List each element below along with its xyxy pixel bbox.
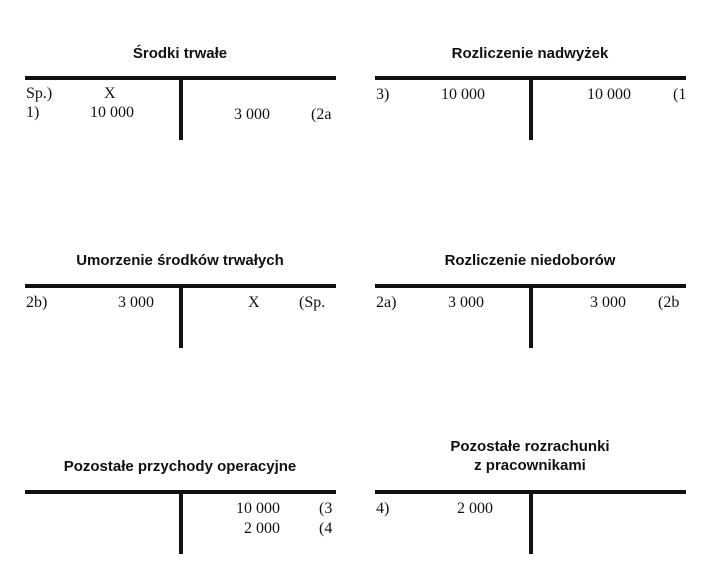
debit-ref: 1): [26, 104, 40, 121]
account-title: Pozostałe rozrachunki z pracownikami: [450, 438, 610, 474]
credit-ref: (2b: [658, 294, 680, 311]
debit-amount: 2 000: [457, 500, 493, 517]
account-title: Pozostałe przychody operacyjne: [63, 458, 297, 475]
debit-ref: 2b): [26, 294, 48, 311]
debit-ref: 2a): [376, 294, 397, 311]
account-title: Rozliczenie niedoborów: [444, 252, 616, 269]
debit-ref: 4): [376, 500, 390, 517]
debit-ref: 3): [376, 86, 390, 103]
t-account-vertical-line: [179, 492, 183, 554]
account-title: Rozliczenie nadwyżek: [451, 45, 609, 62]
credit-ref: (3: [319, 500, 333, 517]
credit-amount: 3 000: [590, 294, 626, 311]
credit-amount: X: [248, 294, 260, 311]
t-account-vertical-line: [529, 286, 533, 348]
t-account-vertical-line: [529, 78, 533, 140]
t-account-vertical-line: [179, 78, 183, 140]
credit-amount: 10 000: [236, 500, 280, 517]
debit-amount: 3 000: [118, 294, 154, 311]
credit-amount: 10 000: [587, 86, 631, 103]
credit-ref: (4: [319, 520, 333, 537]
credit-ref: (1: [673, 86, 687, 103]
debit-ref: Sp.): [26, 85, 53, 102]
account-title: Środki trwałe: [132, 45, 228, 62]
debit-amount: 10 000: [90, 104, 134, 121]
debit-amount: 10 000: [441, 86, 485, 103]
credit-amount: 3 000: [234, 106, 270, 123]
debit-amount: 3 000: [448, 294, 484, 311]
credit-amount: 2 000: [244, 520, 280, 537]
credit-ref: (Sp.: [299, 294, 326, 311]
debit-amount: X: [104, 85, 116, 102]
t-account-vertical-line: [529, 492, 533, 554]
t-account-vertical-line: [179, 286, 183, 348]
credit-ref: (2a: [311, 106, 332, 123]
account-title: Umorzenie środków trwałych: [76, 252, 284, 269]
